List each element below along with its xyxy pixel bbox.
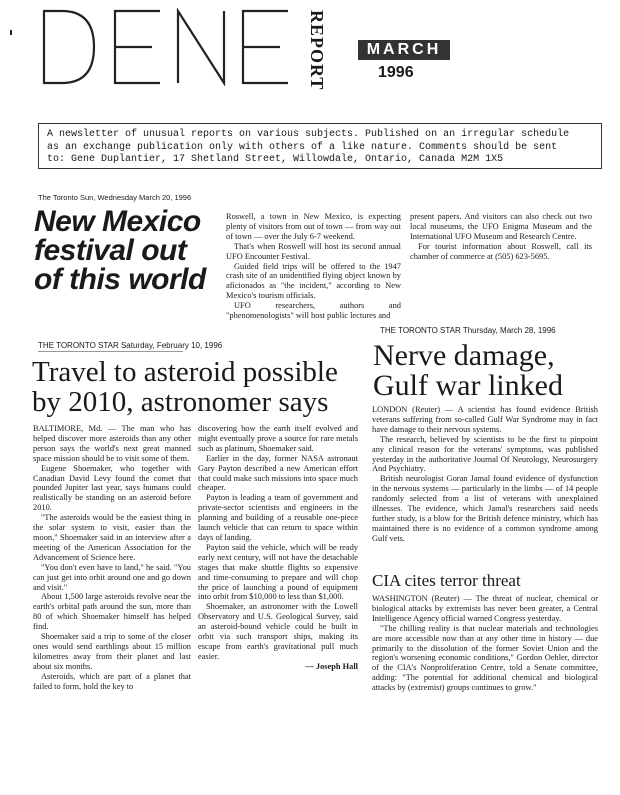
- article1-source: The Toronto Sun, Wednesday March 20, 1996: [38, 193, 192, 202]
- issue-year: 1996: [378, 64, 414, 81]
- article3-source: THE TORONTO STAR Thursday, March 28, 1996: [380, 326, 556, 335]
- masthead-letter-n: [172, 8, 230, 86]
- article2-byline: — Joseph Hall: [305, 661, 358, 671]
- headline-line: Travel to asteroid possible: [32, 356, 338, 388]
- paragraph: WASHINGTON (Reuter) — The threat of nuclear, chemical or biological attacks by extremists has never been greater, a Central Intelligence Agency official warned Congress yesterday.: [372, 594, 598, 623]
- paragraph: That's when Roswell will host its second annual UFO Encounter Festival.: [226, 241, 401, 261]
- paragraph: Roswell, a town in New Mexico, is expecting plenty of visitors from out of town — from way out of town — over the July 6-7 weekend.: [226, 212, 401, 241]
- headline-line: New Mexico: [34, 205, 201, 238]
- paragraph: About 1,500 large asteroids revolve near the earth's orbital path around the sun, more than 80 of which Shoemaker himself has helped find.: [33, 592, 191, 632]
- masthead-letter-e2: [238, 8, 296, 86]
- paragraph: BALTIMORE, Md. — The man who has helped discover more asteroids than any other person says the world's next great manned space mission should be to visit some of them.: [33, 424, 191, 463]
- article3-headline: [373, 341, 603, 401]
- paragraph: "The chilling reality is that nuclear materials and technologies are more accessible now than at any other time in history — due primarily to the dissolution of the former Soviet Union and the region's worsening economic conditions," Gordon Oehler, director of the CIA's Nonproliferation Centre, told a Senate committee, adding: "The potential for additional chemical and biological attacks by (extremist) groups continues to grow.": [372, 623, 598, 693]
- article1-col2: [410, 212, 592, 262]
- masthead-report: REPORT: [307, 10, 327, 91]
- headline-line: by 2010, astronomer says: [32, 386, 329, 418]
- paragraph: "The asteroids would be the easiest thing in the solar system to visit, easier than the moon," Shoemaker said in an interview after a meeting of the American Association for the Advancement of Science here.: [33, 513, 191, 562]
- article4-body: [372, 594, 598, 693]
- source-rule: [38, 351, 183, 352]
- scan-mark: [10, 30, 12, 35]
- paragraph: UFO researchers, authors and "phenomenologists" will host public lectures and: [226, 301, 401, 321]
- article2-col1: [33, 424, 191, 691]
- headline-line: Nerve damage,: [373, 339, 555, 372]
- intro-line: as an exchange publication only with others of a like nature. Comments should be sent: [47, 141, 558, 153]
- article2-source: THE TORONTO STAR Saturday, February 10, 1996: [38, 341, 223, 350]
- paragraph: Payton said the vehicle, which will be ready early next century, will not have the detachable stages that make shuttle flights so expensive and time-consuming to prepare and will chop the price of launching a pound of equipment into orbit from $10,000 to less than $1,000.: [198, 542, 358, 602]
- paragraph: discovering how the earth itself evolved and might eventually prove a source for rare metals such as platinum, Shoemaker said.: [198, 424, 358, 453]
- article2-headline: [32, 357, 362, 417]
- paragraph: Earlier in the day, former NASA astronaut Gary Payton described a new American effort that could make such missions into space much cheaper.: [198, 453, 358, 493]
- headline-line: of this world: [34, 263, 206, 296]
- paragraph: present papers. And visitors can also check out two local museums, the UFO Enigma Museum and the International UFO Museum and Research Centre.: [410, 212, 592, 241]
- article2-col2: [198, 424, 358, 672]
- headline-line: Gulf war linked: [373, 369, 563, 402]
- paragraph: Shoemaker, an astronomer with the Lowell Observatory and U.S. Geological Survey, said an asteroid-bound vehicle could be built in orbit via such transport ships, making its escape from earth's gravitational pull much easier.: [198, 602, 358, 661]
- article4-headline: CIA cites terror threat: [372, 571, 521, 590]
- paragraph: Payton is leading a team of government and private-sector scientists and engineers in the planning and building of a reusable one-piece launch vehicle that can return to space within days of landing.: [198, 493, 358, 542]
- article1-col1: [226, 212, 401, 321]
- issue-month: MARCH: [358, 40, 450, 60]
- paragraph: LONDON (Reuter) — A scientist has found evidence British veterans suffering from so-called Gulf War Syndrome may in fact have damage to their nervous systems.: [372, 405, 598, 434]
- paragraph: British neurologist Goran Jamal found evidence of dysfunction in the nervous systems — particularly in the limbs — of 14 people randomly selected from a list of veterans with unexplained illnesses. The evidence, which Jamal's researchers said needs further study, is a blow for the British defence ministry, which has maintained there is no evidence of a common syndrome among Gulf vets.: [372, 474, 598, 543]
- intro-line: to: Gene Duplantier, 17 Shetland Street, Willowdale, Ontario, Canada M2M 1X5: [47, 154, 504, 165]
- article3-body: [372, 405, 598, 544]
- paragraph: For tourist information about Roswell, call its chamber of commerce at (505) 623-5695.: [410, 241, 592, 261]
- paragraph: "You don't even have to land," he said. "You can just get into orbit around one and go down and visit.": [33, 562, 191, 592]
- paragraph: Shoemaker said a trip to some of the closer ones would send earthlings about 15 million kilometres away from their planet and last about six months.: [33, 632, 191, 671]
- headline-line: festival out: [34, 234, 187, 267]
- article1-headline: [34, 207, 209, 294]
- masthead-letter-e: [110, 8, 168, 86]
- paragraph: Eugene Shoemaker, who together with Canadian David Levy found the comet that pounded Jupiter last year, says humans could realistically be standing on an asteroid before 2010.: [33, 463, 191, 513]
- intro-line: A newsletter of unusual reports on various subjects. Published on an irregular schedule: [47, 129, 570, 140]
- paragraph: Guided field trips will be offered to the 1947 crash site of an unidentified flying object known by aficionados as "the incident," according to New Mexico's tourism officials.: [226, 261, 401, 301]
- masthead-letter-d: [40, 8, 98, 86]
- paragraph: Asteroids, which are part of a planet that failed to form, hold the key to: [33, 671, 191, 691]
- paragraph: The research, believed by scientists to be the first to pinpoint any clinical reason for the veterans' symptoms, was published yesterday in the authoritative Journal Of Neurology, Neurosurgery And Psychiatry.: [372, 434, 598, 474]
- intro-box: [38, 123, 602, 169]
